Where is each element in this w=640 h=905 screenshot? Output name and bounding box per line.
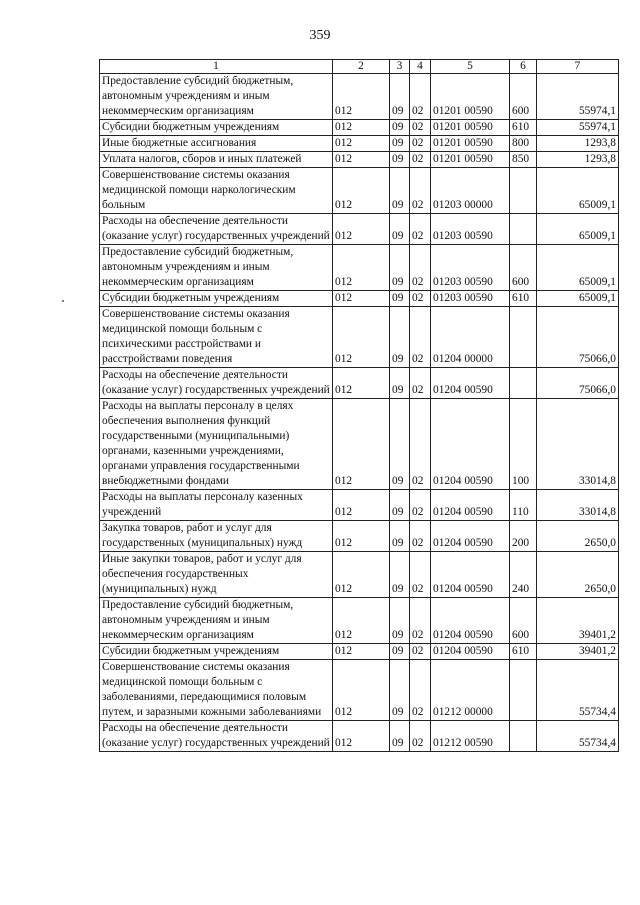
row-name: Предоставление субсидий бюджетным, автономным учреждениям и иным некоммерческим организациям	[100, 245, 333, 291]
row-ministry-code: 012	[333, 120, 390, 136]
table-row	[100, 644, 619, 660]
row-name: Расходы на выплаты персоналу казенных учреждений	[100, 490, 333, 521]
row-ministry-code: 012	[333, 644, 390, 660]
row-ministry-code: 012	[333, 721, 390, 752]
row-expense-type: 110	[510, 490, 537, 521]
row-target-article: 01204 00590	[431, 399, 510, 490]
table-row	[100, 660, 619, 721]
table-row	[100, 245, 619, 291]
row-name: Расходы на выплаты персоналу в целях обеспечения выполнения функций государственными (муниципальными) органами, казенными учреждениями, органами управления государственными внебюджетными фондами	[100, 399, 333, 490]
row-target-article: 01201 00590	[431, 136, 510, 152]
row-amount: 75066,0	[537, 368, 619, 399]
row-target-article: 01204 00590	[431, 552, 510, 598]
row-name: Иные закупки товаров, работ и услуг для обеспечения государственных (муниципальных) нужд	[100, 552, 333, 598]
row-expense-type: 850	[510, 152, 537, 168]
row-amount: 2650,0	[537, 521, 619, 552]
table-row	[100, 721, 619, 752]
row-target-article: 01201 00590	[431, 120, 510, 136]
row-amount: 33014,8	[537, 399, 619, 490]
row-ministry-code: 012	[333, 598, 390, 644]
header-col-2: 2	[333, 60, 390, 74]
row-amount: 65009,1	[537, 168, 619, 214]
row-name: Закупка товаров, работ и услуг для государственных (муниципальных) нужд	[100, 521, 333, 552]
row-section-code: 09	[390, 74, 410, 120]
row-amount: 55974,1	[537, 120, 619, 136]
row-amount: 55974,1	[537, 74, 619, 120]
row-name: Совершенствование системы оказания медицинской помощи наркологическим больным	[100, 168, 333, 214]
row-ministry-code: 012	[333, 490, 390, 521]
row-name: Уплата налогов, сборов и иных платежей	[100, 152, 333, 168]
row-section-code: 09	[390, 291, 410, 307]
table-row	[100, 152, 619, 168]
row-amount: 75066,0	[537, 307, 619, 368]
row-expense-type	[510, 721, 537, 752]
row-ministry-code: 012	[333, 168, 390, 214]
table-row	[100, 552, 619, 598]
row-expense-type	[510, 307, 537, 368]
row-subsection-code: 02	[410, 168, 431, 214]
table-row	[100, 307, 619, 368]
table-row	[100, 490, 619, 521]
row-expense-type: 240	[510, 552, 537, 598]
row-target-article: 01201 00590	[431, 152, 510, 168]
row-subsection-code: 02	[410, 660, 431, 721]
row-section-code: 09	[390, 521, 410, 552]
row-subsection-code: 02	[410, 490, 431, 521]
row-name: Расходы на обеспечение деятельности (оказание услуг) государственных учреждений	[100, 721, 333, 752]
row-name: Субсидии бюджетным учреждениям	[100, 644, 333, 660]
row-section-code: 09	[390, 136, 410, 152]
row-name: Иные бюджетные ассигнования	[100, 136, 333, 152]
row-section-code: 09	[390, 644, 410, 660]
row-expense-type: 600	[510, 74, 537, 120]
row-expense-type	[510, 368, 537, 399]
row-section-code: 09	[390, 598, 410, 644]
row-ministry-code: 012	[333, 214, 390, 245]
row-expense-type: 600	[510, 598, 537, 644]
row-subsection-code: 02	[410, 521, 431, 552]
row-subsection-code: 02	[410, 291, 431, 307]
row-name: Совершенствование системы оказания медицинской помощи больным с психическими расстройствами и расстройствами поведения	[100, 307, 333, 368]
row-section-code: 09	[390, 307, 410, 368]
table-row	[100, 168, 619, 214]
row-section-code: 09	[390, 721, 410, 752]
row-target-article: 01204 00590	[431, 490, 510, 521]
page-number: 359	[309, 28, 331, 43]
table-header-row	[100, 60, 619, 74]
row-section-code: 09	[390, 490, 410, 521]
scan-speck	[62, 300, 64, 302]
row-amount: 65009,1	[537, 245, 619, 291]
header-col-6: 6	[510, 60, 537, 74]
table-row	[100, 136, 619, 152]
row-name: Предоставление субсидий бюджетным, автономным учреждениям и иным некоммерческим организациям	[100, 598, 333, 644]
row-section-code: 09	[390, 399, 410, 490]
budget-table	[99, 59, 619, 752]
row-subsection-code: 02	[410, 644, 431, 660]
table-row	[100, 399, 619, 490]
row-target-article: 01203 00590	[431, 245, 510, 291]
row-ministry-code: 012	[333, 368, 390, 399]
row-amount: 55734,4	[537, 721, 619, 752]
row-ministry-code: 012	[333, 291, 390, 307]
row-ministry-code: 012	[333, 399, 390, 490]
table-row	[100, 291, 619, 307]
header-col-4: 4	[410, 60, 431, 74]
row-expense-type: 100	[510, 399, 537, 490]
row-target-article: 01203 00590	[431, 291, 510, 307]
row-ministry-code: 012	[333, 307, 390, 368]
row-subsection-code: 02	[410, 152, 431, 168]
row-ministry-code: 012	[333, 152, 390, 168]
row-amount: 39401,2	[537, 644, 619, 660]
row-amount: 55734,4	[537, 660, 619, 721]
row-expense-type: 610	[510, 291, 537, 307]
row-subsection-code: 02	[410, 245, 431, 291]
row-amount: 1293,8	[537, 152, 619, 168]
row-expense-type: 610	[510, 120, 537, 136]
row-ministry-code: 012	[333, 245, 390, 291]
row-section-code: 09	[390, 660, 410, 721]
row-subsection-code: 02	[410, 214, 431, 245]
row-ministry-code: 012	[333, 136, 390, 152]
row-amount: 1293,8	[537, 136, 619, 152]
row-target-article: 01204 00590	[431, 598, 510, 644]
row-target-article: 01203 00000	[431, 168, 510, 214]
row-section-code: 09	[390, 552, 410, 598]
row-target-article: 01212 00590	[431, 721, 510, 752]
row-expense-type	[510, 168, 537, 214]
row-subsection-code: 02	[410, 136, 431, 152]
row-ministry-code: 012	[333, 521, 390, 552]
row-section-code: 09	[390, 168, 410, 214]
row-ministry-code: 012	[333, 74, 390, 120]
row-ministry-code: 012	[333, 660, 390, 721]
row-amount: 65009,1	[537, 214, 619, 245]
table-row	[100, 74, 619, 120]
row-name: Субсидии бюджетным учреждениям	[100, 120, 333, 136]
row-expense-type	[510, 214, 537, 245]
row-subsection-code: 02	[410, 307, 431, 368]
row-subsection-code: 02	[410, 552, 431, 598]
row-name: Расходы на обеспечение деятельности (оказание услуг) государственных учреждений	[100, 368, 333, 399]
row-amount: 39401,2	[537, 598, 619, 644]
header-col-3: 3	[390, 60, 410, 74]
row-expense-type: 600	[510, 245, 537, 291]
row-target-article: 01204 00590	[431, 521, 510, 552]
row-name: Совершенствование системы оказания медицинской помощи больным с заболеваниями, передающимися половым путем, и заразными кожными заболеваниями	[100, 660, 333, 721]
header-col-5: 5	[431, 60, 510, 74]
row-section-code: 09	[390, 214, 410, 245]
row-amount: 65009,1	[537, 291, 619, 307]
table-row	[100, 120, 619, 136]
header-col-1: 1	[100, 60, 333, 74]
row-name: Предоставление субсидий бюджетным, автономным учреждениям и иным некоммерческим организациям	[100, 74, 333, 120]
row-name: Расходы на обеспечение деятельности (оказание услуг) государственных учреждений	[100, 214, 333, 245]
table-row	[100, 598, 619, 644]
row-ministry-code: 012	[333, 552, 390, 598]
header-col-7: 7	[537, 60, 619, 74]
row-target-article: 01203 00590	[431, 214, 510, 245]
row-subsection-code: 02	[410, 368, 431, 399]
row-subsection-code: 02	[410, 120, 431, 136]
row-expense-type	[510, 660, 537, 721]
table-row	[100, 521, 619, 552]
row-subsection-code: 02	[410, 598, 431, 644]
row-section-code: 09	[390, 368, 410, 399]
row-subsection-code: 02	[410, 399, 431, 490]
row-target-article: 01212 00000	[431, 660, 510, 721]
row-expense-type: 800	[510, 136, 537, 152]
table-row	[100, 214, 619, 245]
row-section-code: 09	[390, 152, 410, 168]
row-name: Субсидии бюджетным учреждениям	[100, 291, 333, 307]
row-expense-type: 610	[510, 644, 537, 660]
row-target-article: 01204 00590	[431, 368, 510, 399]
row-target-article: 01204 00590	[431, 644, 510, 660]
row-amount: 33014,8	[537, 490, 619, 521]
row-target-article: 01201 00590	[431, 74, 510, 120]
table-row	[100, 368, 619, 399]
row-section-code: 09	[390, 120, 410, 136]
row-expense-type: 200	[510, 521, 537, 552]
row-target-article: 01204 00000	[431, 307, 510, 368]
row-subsection-code: 02	[410, 721, 431, 752]
row-subsection-code: 02	[410, 74, 431, 120]
row-amount: 2650,0	[537, 552, 619, 598]
row-section-code: 09	[390, 245, 410, 291]
